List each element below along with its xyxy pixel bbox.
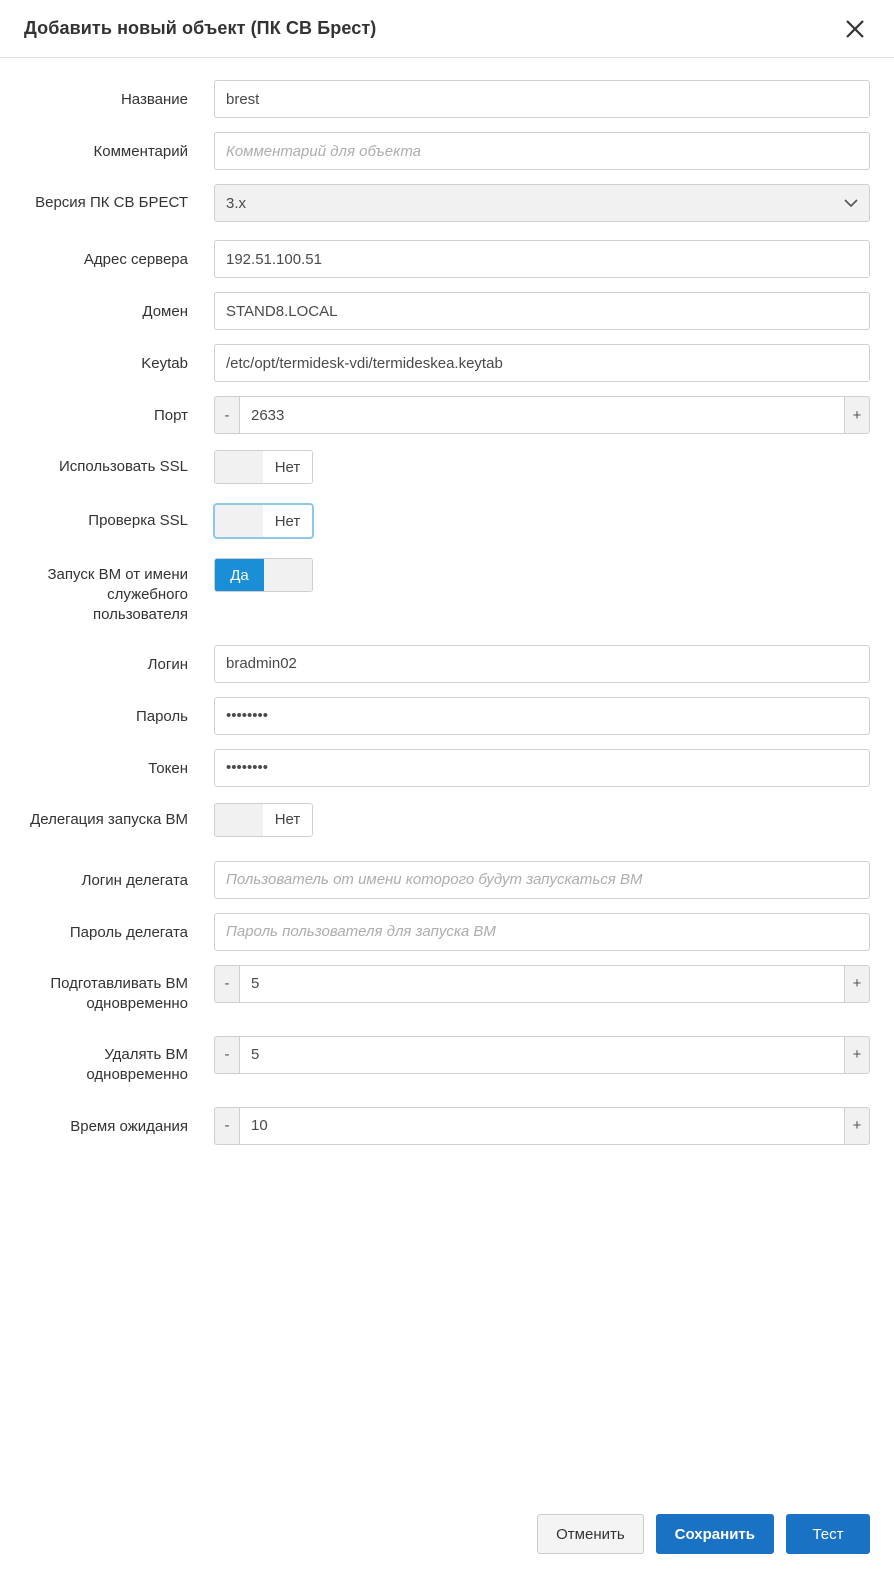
label-delegate-password: Пароль делегата — [69, 923, 188, 941]
field-row-domain — [24, 292, 870, 330]
delegate-password-input[interactable] — [214, 913, 870, 951]
label-delegate-login: Логин делегата — [81, 871, 188, 889]
field-row-token — [24, 749, 870, 787]
field-row-check-ssl — [24, 502, 870, 542]
label-prepare-vm: Подготавливать ВМ одновременно — [50, 974, 188, 1012]
prepare-vm-input[interactable] — [239, 965, 845, 1003]
test-button[interactable]: Тест — [786, 1514, 870, 1554]
page-title: Добавить новый объект (ПК СВ Брест) — [24, 18, 377, 38]
version-select[interactable] — [214, 184, 870, 222]
use-ssl-toggle[interactable] — [214, 450, 313, 484]
field-row-comment — [24, 132, 870, 170]
login-input[interactable] — [214, 645, 870, 683]
label-keytab: Keytab — [141, 355, 188, 372]
name-input[interactable] — [214, 80, 870, 118]
close-icon[interactable] — [838, 12, 872, 46]
timeout-decrement-button[interactable]: - — [214, 1107, 239, 1145]
label-timeout: Время ожидания — [70, 1117, 188, 1135]
field-row-name — [24, 80, 870, 118]
delegation-toggle[interactable] — [214, 803, 313, 837]
delete-vm-stepper[interactable] — [214, 1036, 870, 1074]
field-row-use-ssl — [24, 448, 870, 488]
label-name: Название — [120, 91, 188, 108]
server-address-input[interactable] — [214, 240, 870, 278]
delegation-toggle-state: Нет — [263, 804, 312, 836]
label-run-vm-as-service-user: Запуск ВМ от имени служебного пользователя — [47, 566, 188, 623]
label-delete-vm: Удалять ВМ одновременно — [86, 1045, 188, 1083]
keytab-input[interactable] — [214, 344, 870, 382]
use-ssl-toggle-knob — [215, 451, 263, 483]
port-increment-button[interactable]: + — [845, 396, 870, 434]
save-button[interactable]: Сохранить — [656, 1514, 774, 1554]
use-ssl-toggle-state: Нет — [263, 451, 312, 483]
domain-input[interactable] — [214, 292, 870, 330]
label-token: Токен — [148, 759, 188, 777]
token-input[interactable] — [214, 749, 870, 787]
prepare-vm-stepper[interactable] — [214, 965, 870, 1003]
field-row-version — [24, 184, 870, 222]
field-row-delegation — [24, 801, 870, 841]
timeout-increment-button[interactable]: + — [845, 1107, 870, 1145]
field-row-server-address — [24, 240, 870, 278]
delegation-toggle-knob — [215, 804, 263, 836]
password-input[interactable] — [214, 697, 870, 735]
check-ssl-toggle[interactable] — [214, 504, 313, 538]
close-icon-glyph — [844, 18, 866, 40]
field-row-prepare-vm — [24, 965, 870, 1014]
label-check-ssl: Проверка SSL — [88, 512, 188, 529]
label-server-address: Адрес сервера — [83, 251, 188, 268]
port-input[interactable] — [239, 396, 845, 434]
label-port: Порт — [153, 407, 188, 424]
field-row-run-vm-as-service-user — [24, 556, 870, 625]
field-row-timeout — [24, 1107, 870, 1145]
port-stepper[interactable] — [214, 396, 870, 434]
run-vm-as-service-user-toggle[interactable] — [214, 558, 313, 592]
label-comment: Комментарий — [93, 143, 188, 160]
timeout-input[interactable] — [239, 1107, 845, 1145]
field-row-delegate-login — [24, 861, 870, 899]
label-version: Версия ПК СВ БРЕСТ — [35, 194, 188, 211]
label-login: Логин — [147, 655, 188, 673]
label-password: Пароль — [135, 707, 188, 725]
field-row-port — [24, 396, 870, 434]
label-use-ssl: Использовать SSL — [58, 458, 188, 475]
form-body — [0, 58, 894, 1145]
check-ssl-toggle-knob — [215, 505, 263, 537]
field-row-delete-vm — [24, 1036, 870, 1085]
check-ssl-toggle-state: Нет — [263, 505, 312, 537]
label-delegation: Делегация запуска ВМ — [30, 810, 188, 828]
field-row-login — [24, 645, 870, 683]
dialog-header — [0, 0, 894, 58]
field-row-password — [24, 697, 870, 735]
field-row-delegate-password — [24, 913, 870, 951]
prepare-vm-increment-button[interactable]: + — [845, 965, 870, 1003]
comment-input[interactable] — [214, 132, 870, 170]
timeout-stepper[interactable] — [214, 1107, 870, 1145]
dialog-footer — [0, 1493, 894, 1575]
run-vm-as-service-user-toggle-knob — [264, 559, 312, 591]
delete-vm-decrement-button[interactable]: - — [214, 1036, 239, 1074]
port-decrement-button[interactable]: - — [214, 396, 239, 434]
label-domain: Домен — [142, 303, 188, 320]
delete-vm-input[interactable] — [239, 1036, 845, 1074]
prepare-vm-decrement-button[interactable]: - — [214, 965, 239, 1003]
delete-vm-increment-button[interactable]: + — [845, 1036, 870, 1074]
field-row-keytab — [24, 344, 870, 382]
cancel-button[interactable]: Отменить — [537, 1514, 644, 1554]
delegate-login-input[interactable] — [214, 861, 870, 899]
run-vm-as-service-user-toggle-state: Да — [215, 559, 264, 591]
